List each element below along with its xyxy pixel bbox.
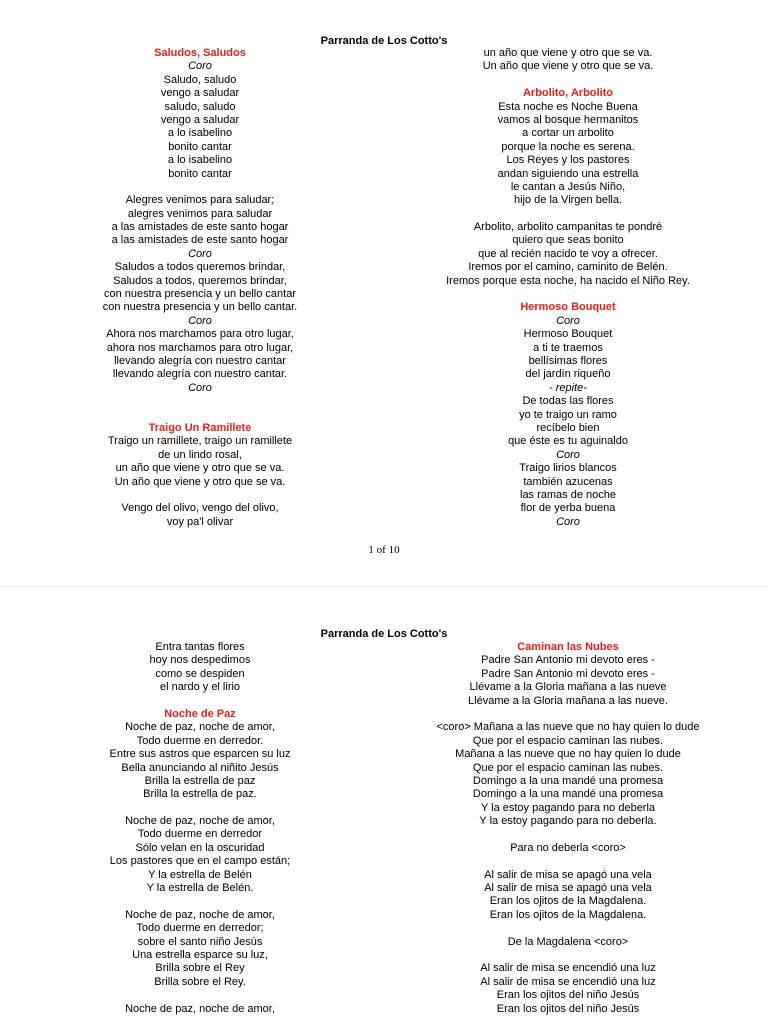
lyric-line: Domingo a la una mandé una promesa: [472, 788, 664, 801]
lyric-line: alegres venimos para saludar: [127, 207, 273, 220]
stanza-gap: [70, 895, 330, 908]
lyric-line: Traigo lirios blancos: [519, 462, 617, 475]
lyric-line: Domingo a la una mandé una promesa: [472, 774, 664, 787]
song-title: Traigo Un Ramillete: [148, 421, 252, 434]
lyric-line: llevando alegría con nuestro cantar: [114, 354, 286, 367]
lyric-line: un año que viene y otro que se va.: [483, 47, 653, 59]
lyric-line: Llévame a la Gloria mañana a las nueve: [469, 681, 667, 694]
lyric-line: saludo, saludo: [164, 100, 236, 113]
lyric-line: a ti te traemos: [533, 341, 603, 354]
song-title: Hermoso Bouquet: [520, 301, 616, 314]
lyric-line: quiero que seas bonito: [512, 234, 624, 247]
lyric-line: Los pastores que en el campo están;: [109, 855, 291, 868]
lyric-line: Y la estrella de Belén.: [146, 882, 254, 895]
document-page-2: [0, 590, 768, 1024]
lyric-line: Alegres venimos para saludar;: [125, 194, 275, 207]
right-column: [423, 47, 713, 529]
lyric-line: vamos al bosque hermanitos: [497, 113, 639, 126]
lyric-line: con nuestra presencia y un bello cantar: [103, 288, 296, 301]
lyric-line: andan siguiendo una estrella: [497, 167, 639, 180]
lyric-line: Y la estrella de Belén: [148, 868, 252, 881]
lyric-line: Eran los ojitos del niño Jesús: [496, 989, 640, 1002]
lyric-line: Noche de paz, noche de amor,: [125, 815, 275, 828]
lyric-line: Que por el espacio caminan las nubes.: [472, 761, 664, 774]
lyric-line: yo te traigo un ramo: [519, 408, 617, 421]
lyric-line: Traigo un ramillete, traigo un ramillete: [107, 435, 293, 448]
lyric-line: un año que viene y otro que se va.: [115, 462, 285, 475]
chorus-marker: Coro: [188, 381, 212, 394]
right-column: [423, 641, 713, 1016]
lyric-line: Una estrella esparce su luz,: [132, 948, 268, 961]
chorus-marker: Coro: [556, 448, 580, 461]
lyric-line: sobre el santo niño Jesús: [137, 935, 263, 948]
stanza-gap: [423, 949, 713, 962]
stanza-gap: [423, 922, 713, 935]
lyric-line: a lo isabelino: [167, 127, 233, 140]
chorus-marker: - repite-: [549, 381, 587, 394]
page-number: 1 of 10: [368, 544, 400, 556]
song-title: Noche de Paz: [164, 707, 236, 720]
lyric-line: hoy nos despedimos: [149, 654, 251, 667]
lyric-line: Iremos por el camino, caminito de Belén.: [468, 261, 668, 274]
lyric-line: Que por el espacio caminan las nubes.: [472, 734, 664, 747]
page-header: Parranda de Los Cotto's: [320, 35, 448, 47]
left-column: [70, 641, 330, 1016]
chorus-marker: Coro: [188, 314, 212, 327]
lyric-line: Y la estoy pagando para no deberla.: [479, 815, 657, 828]
lyric-line: Entra tantas flores: [155, 641, 245, 653]
lyric-line: Brilla sobre el Rey: [155, 962, 245, 975]
lyric-line: Saludos a todos, queremos brindar,: [113, 274, 287, 287]
lyric-line: Todo duerme en derredor;: [136, 922, 264, 935]
lyric-line: Saludos a todos queremos brindar,: [114, 261, 286, 274]
lyric-line: Eran los ojitos de la Magdalena.: [489, 908, 647, 921]
lyric-line: De todas las flores: [522, 395, 614, 408]
song-title: Saludos, Saludos: [154, 47, 246, 59]
chorus-marker: Coro: [188, 60, 212, 73]
lyric-line: Entre sus astros que esparcen su luz: [109, 748, 291, 761]
stanza-gap: [70, 695, 330, 708]
left-column: [70, 47, 330, 529]
lyric-line: <coro> Mañana a las nueve que no hay quien lo dude: [436, 721, 700, 734]
lyric-line: Brilla la estrella de paz: [144, 774, 256, 787]
chorus-marker: Coro: [556, 515, 580, 528]
lyric-line: Todo duerme en derredor: [137, 828, 263, 841]
lyric-line: Hermoso Bouquet: [523, 328, 613, 341]
lyric-line: a cortar un arbolito: [522, 127, 614, 140]
lyric-line: hijo de la Virgen bella.: [513, 194, 623, 207]
stanza-gap: [70, 489, 330, 502]
lyric-line: Padre San Antonio mi devoto eres -: [481, 654, 655, 667]
lyric-line: llevando alegría con nuestro cantar.: [112, 368, 288, 381]
lyric-line: Brilla sobre el Rey.: [154, 975, 246, 988]
lyric-line: Un año que viene y otro que se va.: [482, 60, 654, 73]
lyric-line: vengo a saludar: [160, 113, 240, 126]
lyric-line: Vengo del olivo, vengo del olivo,: [121, 502, 279, 515]
lyric-line: Ahora nos marchamos para otro lugar,: [106, 328, 294, 341]
lyric-line: Sólo velan en la oscuridad: [135, 841, 265, 854]
lyric-line: flor de yerba buena: [520, 502, 616, 515]
page-separator: [0, 586, 768, 587]
chorus-marker: Coro: [556, 314, 580, 327]
lyric-line: como se despiden: [155, 667, 245, 680]
stanza-gap: [423, 74, 713, 87]
lyric-line: a las amistades de este santo hogar: [111, 221, 289, 234]
lyric-line: Eran los ojitos de la Magdalena.: [489, 895, 647, 908]
lyric-line: las ramas de noche: [520, 488, 616, 501]
lyric-line: Bella anunciando al niñito Jesús: [121, 761, 279, 774]
lyric-line: de un lindo rosal,: [158, 448, 242, 461]
lyric-line: Al salir de misa se encendió una luz: [480, 975, 656, 988]
lyric-line: Al salir de misa se apagó una vela: [484, 882, 652, 895]
lyric-line: Iremos porque esta noche, ha nacido el Niño Rey.: [446, 274, 690, 287]
lyric-line: también azucenas: [523, 475, 613, 488]
lyric-line: Los Reyes y los pastores: [506, 154, 630, 167]
lyric-line: recíbelo bien: [536, 421, 600, 434]
lyric-line: Esta noche es Noche Buena: [498, 100, 638, 113]
stanza-gap: [423, 828, 713, 841]
lyric-line: con nuestra presencia y un bello cantar.: [102, 301, 298, 314]
lyric-line: Al salir de misa se encendió una luz: [480, 962, 656, 975]
chorus-marker: Coro: [188, 247, 212, 260]
lyric-line: Padre San Antonio mi devoto eres -: [481, 667, 655, 680]
lyric-line: Brilla la estrella de paz.: [143, 788, 257, 801]
lyric-line: Noche de paz, noche de amor,: [125, 1002, 275, 1015]
lyric-line: a lo isabelino: [167, 154, 233, 167]
stanza-gap: [70, 989, 330, 1002]
lyric-line: Saludo, saludo: [163, 73, 237, 86]
lyric-line: bonito cantar: [168, 140, 232, 153]
lyric-line: Noche de paz, noche de amor,: [125, 908, 275, 921]
stanza-gap: [423, 288, 713, 301]
lyric-line: que éste es tu aguinaldo: [508, 435, 628, 448]
lyric-line: Noche de paz, noche de amor,: [125, 721, 275, 734]
lyric-line: De la Magdalena <coro>: [507, 935, 629, 948]
lyric-line: Y la estoy pagando para no deberla: [480, 801, 656, 814]
lyric-line: ahora nos marchamos para otro lugar,: [106, 341, 294, 354]
lyric-line: a las amistades de este santo hogar: [111, 234, 289, 247]
lyric-line: Un año que viene y otro que se va.: [114, 475, 286, 488]
lyric-line: del jardín riqueño: [525, 368, 611, 381]
stanza-gap: [423, 208, 713, 221]
lyric-line: bellísimas flores: [528, 354, 608, 367]
song-title: Caminan las Nubes: [517, 641, 619, 653]
lyric-line: porque la noche es serena.: [501, 140, 635, 153]
stanza-gap: [70, 181, 330, 194]
stanza-gap: [70, 409, 330, 422]
lyric-line: bonito cantar: [168, 167, 232, 180]
lyric-line: le cantan a Jesús Niño,: [510, 180, 626, 193]
lyric-line: que al recién nacido te voy a ofrecer.: [478, 247, 658, 260]
lyric-line: Eran los ojitos del niño Jesús: [496, 1002, 640, 1015]
song-title: Arbolito, Arbolito: [522, 87, 614, 100]
lyric-line: Arbolito, arbolito campanitas te pondré: [473, 221, 663, 234]
stanza-gap: [423, 708, 713, 721]
lyric-line: Al salir de misa se apagó una vela: [484, 868, 652, 881]
lyric-line: Llévame a la Gloria mañana a las nueve.: [468, 694, 668, 707]
stanza-gap: [70, 802, 330, 815]
lyric-line: voy pa'l olivar: [166, 515, 234, 528]
lyric-line: Todo duerme en derredor.: [136, 734, 264, 747]
stanza-gap: [423, 855, 713, 868]
lyric-line: Mañana a las nueve que no hay quien lo dude: [455, 748, 681, 761]
lyric-line: Para no deberla <coro>: [510, 841, 626, 854]
page-header: Parranda de Los Cotto's: [320, 628, 448, 640]
lyric-line: el nardo y el lirio: [159, 681, 241, 694]
lyric-line: vengo a saludar: [160, 87, 240, 100]
stanza-gap: [70, 395, 330, 408]
